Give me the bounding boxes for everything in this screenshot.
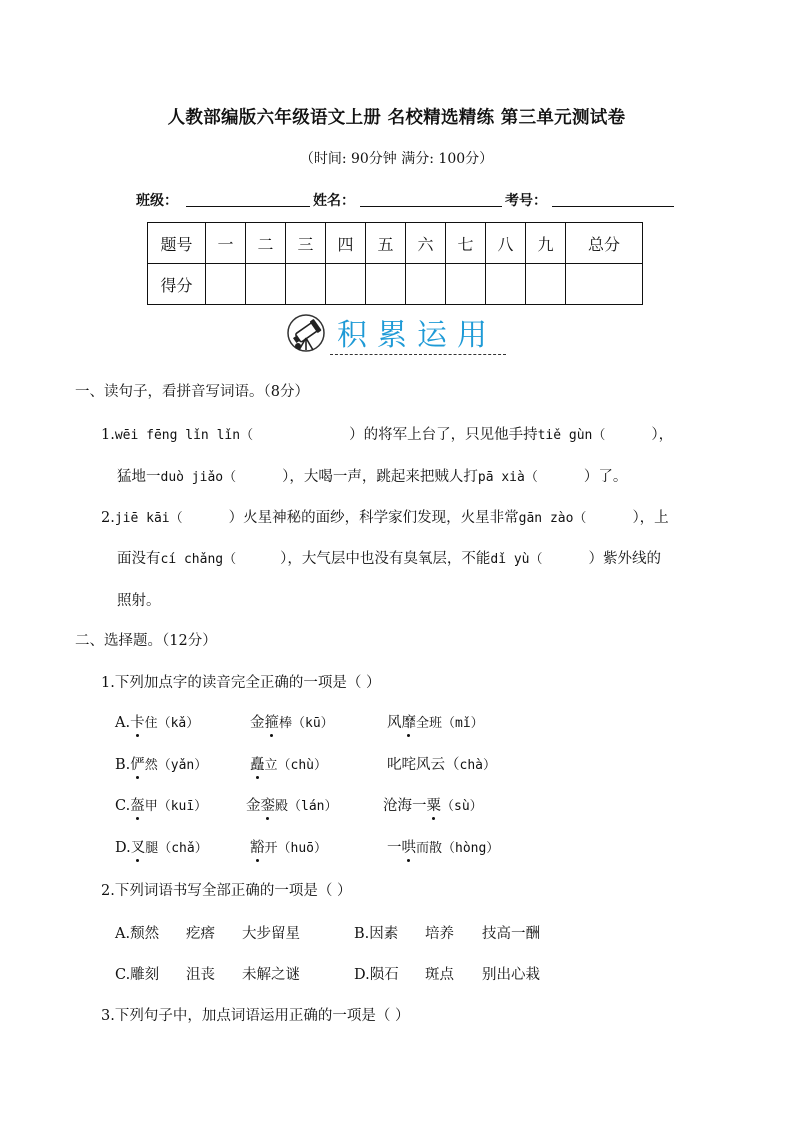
- dotted-char: 銮: [260, 798, 275, 814]
- option-word: 沮丧: [186, 967, 215, 983]
- page-title: 人教部编版六年级语文上册 名校精选精练 第三单元测试卷: [167, 108, 626, 128]
- option-letter: D.: [115, 840, 131, 856]
- text: 猛地一: [117, 469, 161, 485]
- section-title: 积累运用: [337, 318, 497, 353]
- option-text: 腿（chǎ）: [145, 841, 208, 856]
- table-cell: 三: [286, 223, 326, 264]
- score-cell[interactable]: [206, 264, 246, 305]
- q1-heading: 一、读句子，看拼音写词语。（8分）: [75, 384, 309, 400]
- option-word: 培养: [425, 926, 454, 942]
- pinyin: tiě gùn（: [537, 428, 606, 443]
- q2-sub1: 1.下列加点字的读音完全正确的一项是（ ）: [101, 675, 381, 691]
- option-text: chà）: [459, 758, 496, 773]
- dotted-char: 箍: [264, 715, 279, 731]
- option-text: 金: [246, 798, 261, 814]
- dotted-char: 卡: [130, 715, 145, 731]
- q2-heading: 二、选择题。（12分）: [75, 633, 217, 649]
- pinyin: gān zào（: [518, 511, 587, 526]
- dotted-char: 豁: [250, 840, 265, 856]
- option-text: 住（kǎ）: [144, 716, 200, 731]
- option-letter: A.: [115, 715, 131, 731]
- item-number: 2.: [101, 510, 115, 526]
- dotted-char: 粟: [426, 798, 441, 814]
- dotted-char: 靡: [401, 715, 416, 731]
- pinyin: duò jiǎo（: [160, 470, 237, 485]
- score-cell[interactable]: [326, 264, 366, 305]
- option-a[interactable]: [115, 711, 199, 732]
- table-cell: 一: [206, 223, 246, 264]
- option-text: 然（yǎn）: [144, 758, 208, 773]
- q1-item2-line3: 照射。: [117, 593, 161, 609]
- table-cell: 五: [366, 223, 406, 264]
- score-table: [147, 222, 643, 305]
- q2-sub3: 3.下列句子中，加点词语运用正确的一项是（ ）: [101, 1008, 410, 1024]
- score-cell[interactable]: [406, 264, 446, 305]
- option-text: 棒（kū）: [279, 716, 334, 731]
- option-text: （sù）: [441, 799, 483, 814]
- text: ）了。: [583, 469, 628, 485]
- dotted-char: 哄: [401, 840, 416, 856]
- option-word: 大步留星: [242, 926, 300, 942]
- option-text: 开（huō）: [264, 841, 327, 856]
- name-label: 姓名：: [313, 193, 355, 209]
- dotted-char: 矗: [250, 757, 265, 773]
- score-cell[interactable]: [366, 264, 406, 305]
- text: ），大气层中也没有臭氧层，不能: [280, 551, 491, 567]
- option-text: 沧海一: [383, 798, 427, 814]
- table-row: [148, 264, 643, 305]
- table-cell: 题号: [148, 223, 206, 264]
- text: ）紫外线的: [588, 551, 662, 567]
- name-field[interactable]: [360, 206, 502, 207]
- option-d-3: [387, 836, 499, 857]
- q1-item2-line1: [101, 506, 669, 527]
- table-cell: 二: [246, 223, 286, 264]
- score-cell[interactable]: [446, 264, 486, 305]
- text: ）火星神秘的面纱，科学家们发现，火星非常: [228, 510, 519, 526]
- option-text: 风: [387, 715, 402, 731]
- option-text: 叱咤风云（: [387, 757, 460, 773]
- option-text: 立（chù）: [264, 758, 327, 773]
- option-text: 而散（hòng）: [416, 841, 500, 856]
- table-cell: 七: [446, 223, 486, 264]
- option-text: 全班（mǐ）: [416, 716, 484, 731]
- pinyin: cí chǎng（: [160, 552, 237, 567]
- table-cell: 得分: [148, 264, 206, 305]
- option-text: 一: [387, 840, 402, 856]
- table-cell: 四: [326, 223, 366, 264]
- table-cell: 九: [526, 223, 566, 264]
- option-text: 金: [250, 715, 265, 731]
- option-a[interactable]: A.颓然: [115, 926, 160, 942]
- option-b-2: [250, 753, 327, 774]
- option-b[interactable]: B.因素: [354, 926, 399, 942]
- pinyin: wēi fēng lǐn lǐn（: [114, 428, 254, 443]
- text: ），: [651, 427, 674, 443]
- option-word: 疙瘩: [186, 926, 215, 942]
- pinyin: dǐ yù（: [490, 552, 543, 567]
- score-cell[interactable]: [526, 264, 566, 305]
- pinyin: pā xià（: [477, 470, 538, 485]
- option-c-2: [246, 794, 337, 815]
- option-word: 技高一酬: [482, 926, 540, 942]
- score-cell[interactable]: [566, 264, 643, 305]
- q2-sub2: 2.下列词语书写全部正确的一项是（ ）: [101, 883, 352, 899]
- option-b[interactable]: [115, 753, 207, 774]
- option-a-2: [250, 711, 334, 732]
- id-field[interactable]: [552, 206, 674, 207]
- pinyin: jiē kāi（: [114, 511, 183, 526]
- option-letter: C.: [115, 798, 131, 814]
- option-c[interactable]: [115, 794, 207, 815]
- item-number: 1.: [101, 427, 115, 443]
- table-cell: 八: [486, 223, 526, 264]
- text: ）的将军上台了，只见他手持: [349, 427, 538, 443]
- option-d[interactable]: D.陨石: [354, 967, 399, 983]
- class-label: 班级：: [136, 193, 178, 209]
- dotted-char: 俨: [130, 757, 145, 773]
- section-divider: [330, 354, 506, 355]
- option-text: 甲（kuī）: [144, 799, 208, 814]
- dotted-char: 盔: [130, 798, 145, 814]
- q1-item2-line2: [117, 547, 661, 568]
- q1-item1-line1: [101, 423, 673, 444]
- score-cell[interactable]: [486, 264, 526, 305]
- table-cell: 六: [406, 223, 446, 264]
- option-d[interactable]: [115, 836, 208, 857]
- text: 面没有: [117, 551, 161, 567]
- option-c[interactable]: C.雕刻: [115, 967, 160, 983]
- id-label: 考号：: [505, 193, 547, 209]
- class-field[interactable]: [186, 206, 310, 207]
- dotted-char: 叉: [130, 840, 146, 856]
- option-b-3: [387, 753, 496, 774]
- table-row: [148, 223, 643, 264]
- table-cell: 总分: [566, 223, 643, 264]
- option-text: 殿（lán）: [275, 799, 338, 814]
- telescope-icon: [287, 312, 329, 358]
- option-d-2: [250, 836, 327, 857]
- exam-meta: （时间: 90分钟 满分: 100分）: [299, 151, 494, 167]
- text: ），大喝一声，跳起来把贼人打: [282, 469, 478, 485]
- score-cell[interactable]: [286, 264, 326, 305]
- q1-item1-line2: [117, 465, 627, 486]
- option-c-3: [383, 794, 483, 815]
- option-word: 未解之谜: [242, 967, 300, 983]
- option-word: 斑点: [425, 967, 454, 983]
- option-word: 别出心栽: [482, 967, 540, 983]
- option-a-3: [387, 711, 484, 732]
- text: ），上: [632, 510, 669, 526]
- option-letter: B.: [115, 757, 131, 773]
- score-cell[interactable]: [246, 264, 286, 305]
